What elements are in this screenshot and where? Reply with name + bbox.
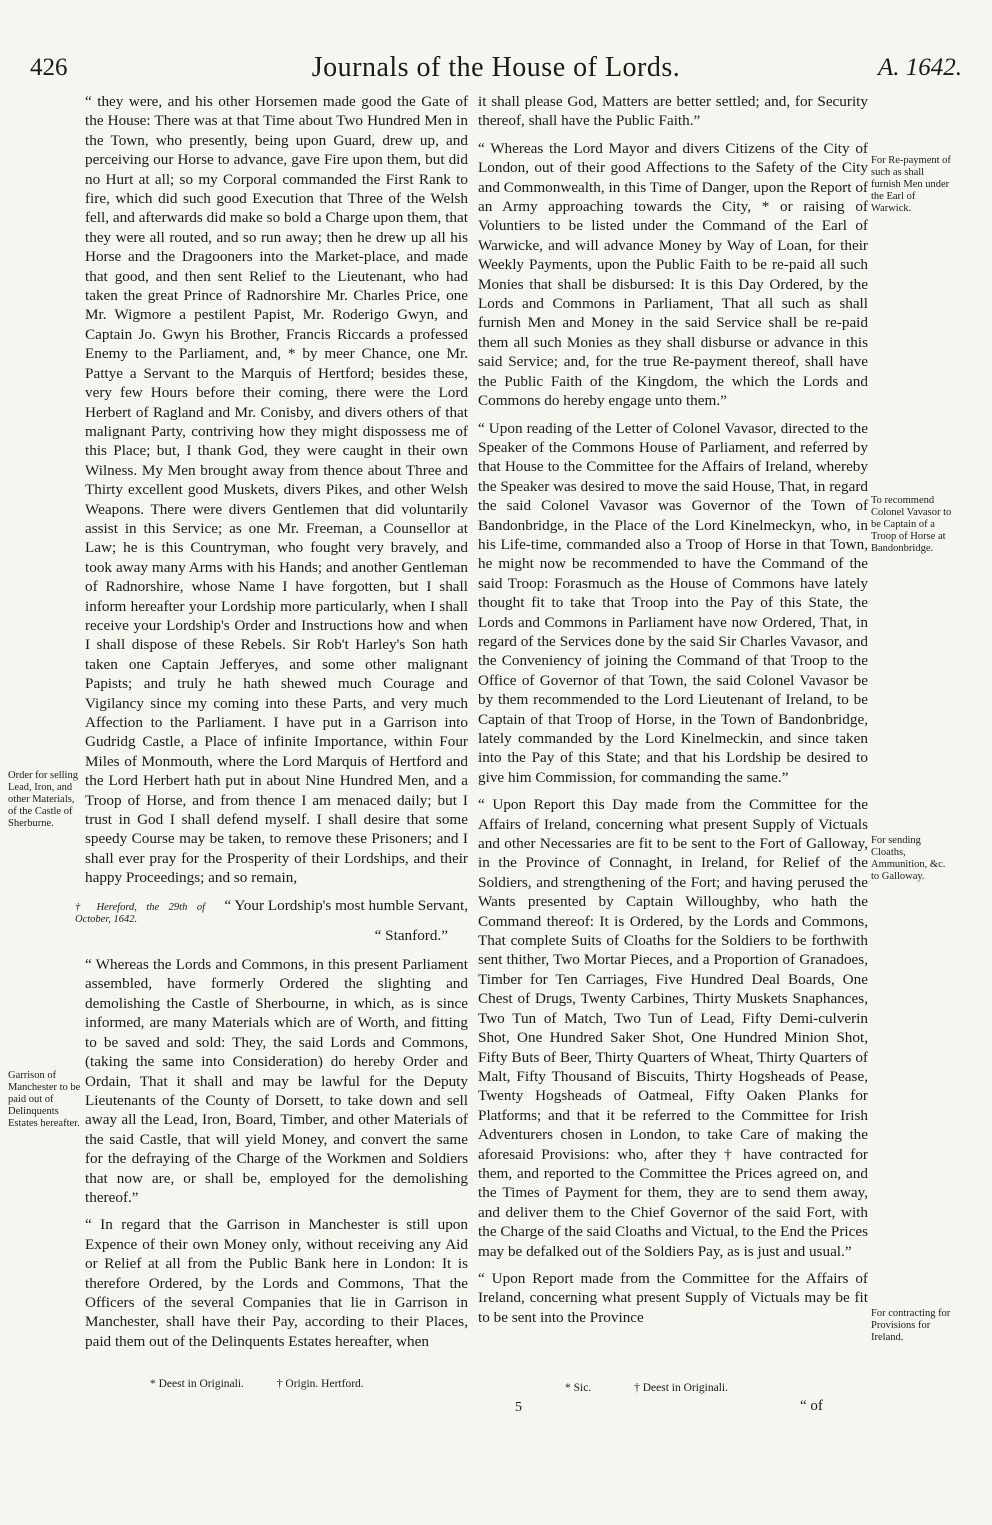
order-vavasor-troop: “ Upon reading of the Letter of Colonel Vavasor, directed to the Speaker of the Commons House of Parliament, and referred by that House to the Committee for the Affairs of Ireland, whereby the Speaker was desired to move the said House, That, in regard the said Colonel Vavasor was Governor of the Town of Bandonbridge, in the Place of the Lord Kinelmeckyn, who, in his Life-time, commanded also a Troop of Horse in that Town, he might now be recommended to have the Command of the said Troop: Forasmuch as the House of Commons have lately thought fit to take that Troop into the Pay of this State, the Lords and Commons in Parliament have now Ordered, That, in regard of the Services done by the said Sir Charles Vavasor, and the Conveniency of joining the Command of that Troop to the Office of Governor of that Town, the said Colonel Vavasor be by them recommended to the Lord Lieutenant of Ireland, to be Captain of that Troop of Horse, in the Town of Bandonbridge, lately commanded by the Lord Kinelmeckin, and since taken into the Pay of this State; and that his Lordship be desired to give him Commission, for commanding the same.” [478, 419, 868, 786]
order-london-repayment: “ Whereas the Lord Mayor and divers Citizens of the City of London, out of their good Affections to the Safety of the City and Commonwealth, in this Time of Danger, upon the Report of an Army approaching towards the City, * or raising of Voluntiers to be listed under the Command of the Earl of Warwicke, and will advance Money by Way of Loan, for their Weekly Payments, upon the Public Faith to be re-paid all such Monies that shall be disbursed: It is this Day Ordered, by the Lords and Commons in Parliament, That all such as shall furnish Men and Money in the said Service shall be re-paid them all such Monies as they shall disburse or advance in this said Service; and, for the true Re-payment thereof, shall have the Public Faith of the Kingdom, the which the Lords and Commons do hereby engage unto them.” [478, 139, 868, 410]
margin-note-manchester: Garrison of Manchester to be paid out of Delinquents Estates hereafter. [8, 1070, 81, 1129]
margin-note-galloway: For sending Cloaths, Ammunition, &c. to Galloway. [871, 835, 946, 882]
letter-body: “ they were, and his other Horsemen made good the Gate of the House: There was at that Time about Two Hundred Men in the Town, who presently, being upon Guard, drew up, and perceiving our Horse to advance, gave Fire upon them, but did no Hurt at all; so my Corporal commanded the First Rank to fire, which did such good Execution that Three of the Welsh fell, and afterwards did make so bold a Charge upon them, that they were all routed, and so run away; then he drew up all his Horse and the Dragooners into the Market-place, and made that good, and then sent Relief to the Lieutenant, who had taken the great Prince of Radnorshire Mr. Charles Price, one Mr. Wigmore a pestilent Papist, Mr. Roderigo Gwyn, and Captain Jo. Gwyn his Brother, Francis Riccards a professed Enemy to the Parliament, and, * by meer Chance, one Mr. Pattye a Servant to the Marquis of Hertford; besides these, very few Hours before their coming, there were the Lord Herbert of Ragland and Mr. Conisby, and divers others of that malignant Party, contriving how they might dispossess me of this Place; but, I thank God, they were caught in their own Wilness. My Men brought away from thence about Three and Thirty excellent good Muskets, divers Pikes, and other Welsh Weapons. There were divers Gentlemen that did voluntarily assist in this Service; as one Mr. Freeman, a Counsellor at Law; he is this Countryman, who fought very bravely, and took away many Arms with his Hands; and another Gentleman of Radnorshire, whose Name I have forgotten, but I shall inform hereafter your Lordship more particularly, when I shall receive your Lordship's Order and Instructions how and when I shall dispose of these Rebels. Sir Rob't Harley's Son hath taken one Captain Jefferyes, and some other malignant Papists; and truly he hath shewed much Courage and Vigilancy since my coming into these Parts, and very much Affection to the Parliament. I have put in a Garrison into Gudridg Castle, a Place of infinite Importance, within Four Miles of Monmouth, where the Lord Marquis of Hertford and the Lord Herbert hath put in about Nine Hundred Men, and a Troop of Horse, and from thence I am menaced daily; but I trust in God I shall defend myself. I shall desire that some speedy Course may be taken, to remove these Prisoners; and I shall ever pray for the Prosperity of their Lordships, and their happy Proceedings; and so remain, [85, 93, 468, 887]
letter-subscription: “ Your Lordship's most humble Servant, [224, 896, 468, 914]
margin-note-repayment: For Re-payment of such as shall furnish Men under the Earl of Warwick. [871, 155, 951, 214]
catchword: “ of [800, 1398, 823, 1414]
order-ireland-provisions: “ Upon Report made from the Committee for the Affairs of Ireland, concerning what present Supply of Victuals may be fit to be sent into the Province [478, 1269, 868, 1326]
letter-closing [75, 896, 468, 945]
letter-signature: “ Stanford.” [374, 926, 448, 944]
footnote-deest: * Deest in Originali. [150, 1378, 244, 1390]
margin-note-ireland: For contracting for Provisions for Ireland. [871, 1308, 951, 1343]
order-sherbourne-castle: “ Whereas the Lords and Commons, in this present Parliament assembled, have formerly Ordered the slighting and demolishing the Castle of Sherbourne, in which, as is since informed, are many Materials which are of Worth, and fitting to be saved and sold: They, the said Lords and Commons, (taking the same into Consideration) do hereby Order and Ordain, That it shall and may be lawful for the Deputy Lieutenants of the County of Dorsett, to take down and sell away all the Lead, Iron, Board, Timber, and other Materials of the said Castle, that will yield Money, and convert the same for the defraying of the Charge of the Workmen and Soldiers that now are, or shall be, employed for the demolishing thereof.” [85, 956, 468, 1206]
margin-note-vavasor: To recommend Colonel Vavasor to be Captain of a Troop of Horse at Bandonbridge. [871, 495, 952, 554]
footnotes-left [150, 1378, 470, 1390]
footnote-deest-right: † Deest in Originali. [634, 1382, 728, 1394]
signature-mark: 5 [515, 1400, 522, 1415]
letter-dateline: † Hereford, the 29th of October, 1642. [75, 901, 205, 925]
running-header [30, 50, 962, 90]
header-year: A. 1642. [877, 54, 962, 81]
journal-title: Journals of the House of Lords. [311, 52, 681, 83]
footnotes-right [565, 1382, 865, 1394]
footnote-origin: † Origin. Hertford. [276, 1378, 364, 1390]
footnote-sic: * Sic. [565, 1382, 592, 1394]
order-galloway-supplies: “ Upon Report this Day made from the Committee for the Affairs of Ireland, concerning what present Supply of Victuals and other Necessaries are fit to be sent to the Fort of Galloway, in the Province of Connaght, in Ireland, for Relief of the Soldiers, and strengthening of the Fort; and having perused the Wants presented by Captain Willoughby, who hath the Command thereof: It is Ordered, by the Lords and Commons, That complete Suits of Cloaths for the Soldiers to be forthwith sent thither, Two Mortar Pieces, and a Proportion of Granadoes, Timber for Ten Carriages, Five Hundred Deal Boards, One Chest of Drugs, Twenty Carbines, Thirty Muskets Snaphances, Two Tun of Match, Two Tun of Lead, Fifty Demi-culverin Shot, One Hundred Saker Shot, One Hundred Minion Shot, Fifty Buts of Beer, Thirty Quarters of Wheat, Thirty Quarters of Malt, Fifty Thousand of Biscuits, Thirty Hogsheads of Pease, Twenty Hogsheads of Oatmeal, Fifty Oaken Planks for Platforms; and that it be referred to the Committee for Irish Adventurers chosen in London, to take Care of making the aforesaid Provisions: who, after they † have contracted for them, and reported to the Committee the Prices agreed on, and the Times of Payment for them, they are to send them away, and deliver them to the Chief Governor of the said Fort, with the Charge of the said Cloaths and Victual, to the End the Prices may be defalked out of the Soldiers Pay, as is just and usual.” [478, 796, 868, 1260]
left-column [75, 92, 468, 1359]
margin-note-sherburne: Order for selling Lead, Iron, and other Materials, of the Castle of Sherburne. [8, 770, 78, 829]
right-column [478, 92, 868, 1335]
page-number: 426 [30, 54, 68, 81]
order-manchester-garrison: “ In regard that the Garrison in Manchester is still upon Expence of their own Money only, without receiving any Aid or Relief at all from the Public Bank here in London: It is therefore Ordered, by the Lords and Commons, That the Officers of the several Companies that lie in Garrison in Manchester, shall have their Pay, according to their Places, paid them out of the Delinquents Estates hereafter, when [85, 1216, 468, 1350]
continuation-paragraph: it shall please God, Matters are better settled; and, for Security thereof, shall have the Public Faith.” [478, 93, 868, 130]
